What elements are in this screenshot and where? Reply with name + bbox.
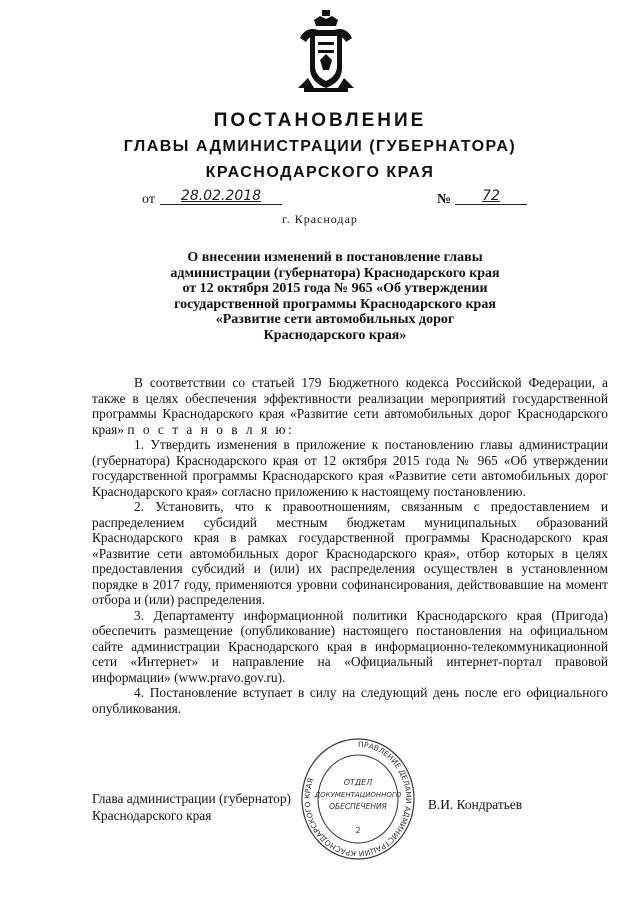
subject-line: администрации (губернатора) Краснодарского края bbox=[170, 265, 500, 281]
clause-3: 3. Департаменту информационной политики Краснодарского края (Пригода) обеспечить размещение (опубликование) настоящего постановления на официальном сайте администрации Краснодарского края в информационно-телекоммуникационной сети «Интернет» и направление на «Официальный интернет-портал правовой информации» (www.pravo.gov.ru). bbox=[92, 607, 608, 685]
clause-2: 2. Установить, что к правоотношениям, связанным с предоставлением и распределением субсидий местным бюджетам муниципальных образований Краснодарского края в рамках государственной программы Краснодарского края «Развитие сети автомобильных дорог Краснодарского края», отбор которых в целях предоставления субсидий и (или) их распределения осуществлен в установленном порядке в 2017 году, применяются уровни софинансирования, действовавшие на момент отбора и (или) распределения. bbox=[92, 499, 608, 607]
decree-keyword: п о с т а н о в л я ю: bbox=[127, 421, 295, 437]
intro-paragraph: В соответствии со статьей 179 Бюджетного кодекса Российской Федерации, а также в целях обеспечения эффективности реализации мероприятий государственной программы Краснодарского края «Развитие сети автомобильных дорог Краснодарского края» п о с т а н о в л я ю: bbox=[92, 375, 608, 437]
document-type-title: ПОСТАНОВЛЕНИЕ bbox=[213, 110, 427, 131]
stamp-line: ОБЕСПЕЧЕНИЯ bbox=[329, 802, 387, 811]
krasnodar-coat-of-arms-icon bbox=[296, 8, 356, 96]
subject-line: «Развитие сети автомобильных дорог bbox=[215, 312, 455, 327]
date-number-row bbox=[0, 190, 640, 212]
document-date: 28.02.2018 bbox=[160, 188, 282, 205]
stamp-line: ДОКУМЕНТАЦИОННОГО bbox=[314, 791, 402, 799]
stamp-number: 2 bbox=[355, 826, 361, 835]
issuer-region-title: КРАСНОДАРСКОГО КРАЯ bbox=[205, 164, 435, 181]
signatory-name: В.И. Кондратьев bbox=[428, 797, 523, 812]
document-number: 72 bbox=[455, 188, 527, 205]
clause-4: 4. Постановление вступает в силу на следующий день после его официального опубликования. bbox=[92, 685, 608, 716]
office-stamp bbox=[298, 735, 418, 865]
subject-line: от 12 октября 2015 года № 965 «Об утверждении bbox=[182, 281, 488, 296]
stamp-ring-text: ПРАВЛЕНИЕ ДЕЛАМИ АДМИНИСТРАЦИИ КРАСНОДАРСКОГО КРАЯ bbox=[302, 739, 414, 859]
subject-line: Краснодарского края» bbox=[263, 327, 407, 343]
signatory-position-line: Глава администрации (губернатор) bbox=[92, 791, 292, 806]
document-subject bbox=[150, 250, 520, 343]
document-body bbox=[92, 375, 608, 716]
number-prefix: № bbox=[437, 192, 452, 207]
subject-line: государственной программы Краснодарского края bbox=[174, 296, 496, 312]
city-label: г. Краснодар bbox=[282, 212, 358, 226]
signatory-position bbox=[92, 790, 291, 824]
issuer-title: ГЛАВЫ АДМИНИСТРАЦИИ (ГУБЕРНАТОРА) bbox=[123, 138, 517, 155]
subject-line: О внесении изменений в постановление главы bbox=[187, 250, 483, 265]
clause-1: 1. Утвердить изменения в приложение к постановлению главы администрации (губернатора) Краснодарского края от 12 октября 2015 года № 965 «Об утверждении государственной программы Краснодарского края «Развитие сети автомобильных дорог Краснодарского края» согласно приложению к настоящему постановлению. bbox=[92, 437, 608, 499]
signatory-position-line: Краснодарского края bbox=[92, 808, 212, 823]
stamp-line: ОТДЕЛ bbox=[343, 778, 373, 787]
date-prefix: от bbox=[142, 192, 155, 207]
